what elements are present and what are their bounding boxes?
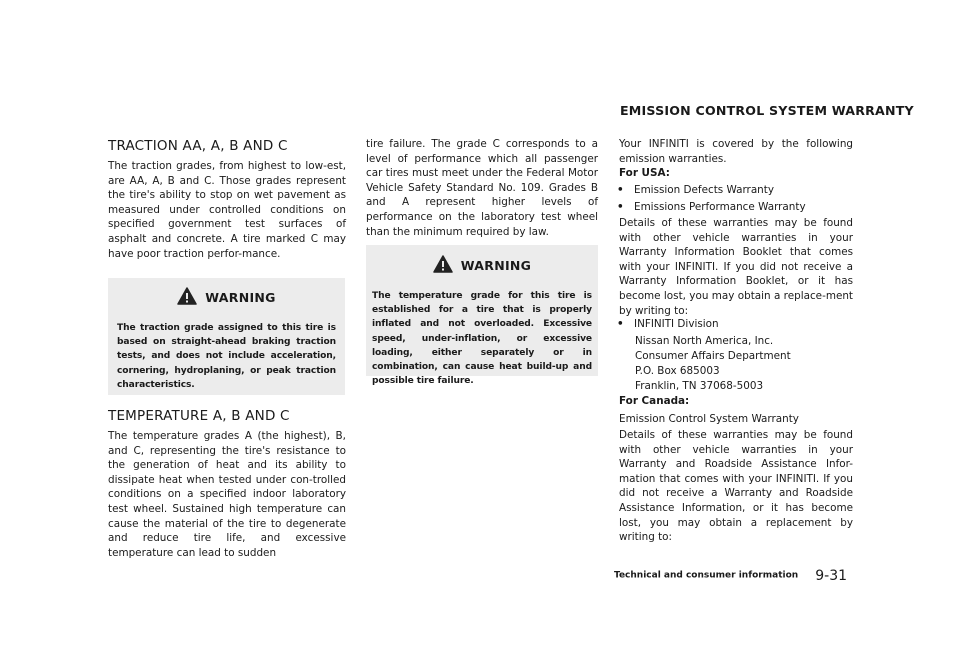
temperature-warning-label: WARNING	[460, 258, 532, 273]
canada-warranty: Emission Control System Warranty	[619, 413, 799, 425]
traction-warning-label: WARNING	[205, 290, 276, 305]
warning-triangle-icon	[433, 255, 453, 276]
temperature-body-continued: tire failure. The grade C corresponds to a level of performance which all passenger car tires must meet under the Federal Motor Vehicle Safety Standard No. 109. Grades B and A represent higher levels of performance on the laboratory test wheel than the minimum required by law.	[366, 138, 598, 238]
canada-details: Details of these warranties may be found with other vehicle warranties in your Warranty and Roadside Assistance Infor-mation that comes with your INFINITI. If you did not receive a Warranty and Roadside Assistance Information, or it has become lost, you may obtain a replacement by writing to:	[619, 429, 853, 544]
traction-warning-box	[108, 278, 345, 395]
address-infiniti-division: • INFINITI Division	[634, 318, 719, 330]
temperature-title: TEMPERATURE A, B AND C	[108, 408, 290, 424]
usa-item-emission-defects: • Emission Defects Warranty	[634, 184, 774, 196]
temperature-warning-text: The temperature grade for this tire is established for a tire that is properly inflated and not overloaded. Excessive speed, under-inflation, or excessive loading, either separately or in combination, can cause heat build-up and possible tire failure.	[372, 291, 592, 387]
traction-body: The traction grades, from highest to low-est, are AA, A, B and C. Those grades represent the tire's ability to stop on wet pavement as measured under controlled conditions on specified government test surfaces of asphalt and concrete. A tire marked C may have poor traction perfor-mance.	[108, 160, 346, 260]
usa-item-emissions-performance: • Emissions Performance Warranty	[634, 201, 806, 213]
page-number: 9-31	[815, 567, 848, 584]
address-line: Nissan North America, Inc.	[635, 335, 774, 347]
emission-warranty-title: EMISSION CONTROL SYSTEM WARRANTY	[620, 103, 914, 118]
address-line: Franklin, TN 37068-5003	[635, 380, 764, 392]
usa-label: For USA:	[619, 167, 670, 179]
warning-triangle-icon	[177, 287, 197, 308]
temperature-warning-box	[366, 245, 598, 387]
canada-label: For Canada:	[619, 395, 690, 407]
footer-section-name: Technical and consumer information	[614, 570, 799, 581]
address-line: P.O. Box 685003	[635, 365, 720, 377]
page-footer	[614, 565, 847, 584]
traction-title: TRACTION AA, A, B AND C	[108, 138, 288, 154]
temperature-body: The temperature grades A (the highest), B, and C, representing the tire's resistance to the generation of heat and its ability to dissipate heat when tested under con-trolled conditions on a specified indoor laboratory test wheel. Sustained high temperature can cause the material of the tire to degenerate and reduce tire life, and excessive temperature can lead to sudden	[108, 430, 346, 559]
traction-warning-header	[108, 287, 345, 308]
temperature-warning-header	[366, 255, 598, 276]
traction-warning-text: The traction grade assigned to this tire is based on straight-ahead braking traction tests, and does not include acceleration, cornering, hydroplaning, or peak traction characteristics.	[117, 323, 336, 390]
address-line: Consumer Affairs Department	[635, 350, 791, 362]
usa-details: Details of these warranties may be found with other vehicle warranties in your Warranty Information Booklet that comes with your INFINITI. If you did not receive a Warranty Information Booklet, or it has become lost, you may obtain a replace-ment by writing to:	[619, 217, 853, 317]
emission-intro: Your INFINITI is covered by the following emission warranties.	[619, 138, 853, 165]
